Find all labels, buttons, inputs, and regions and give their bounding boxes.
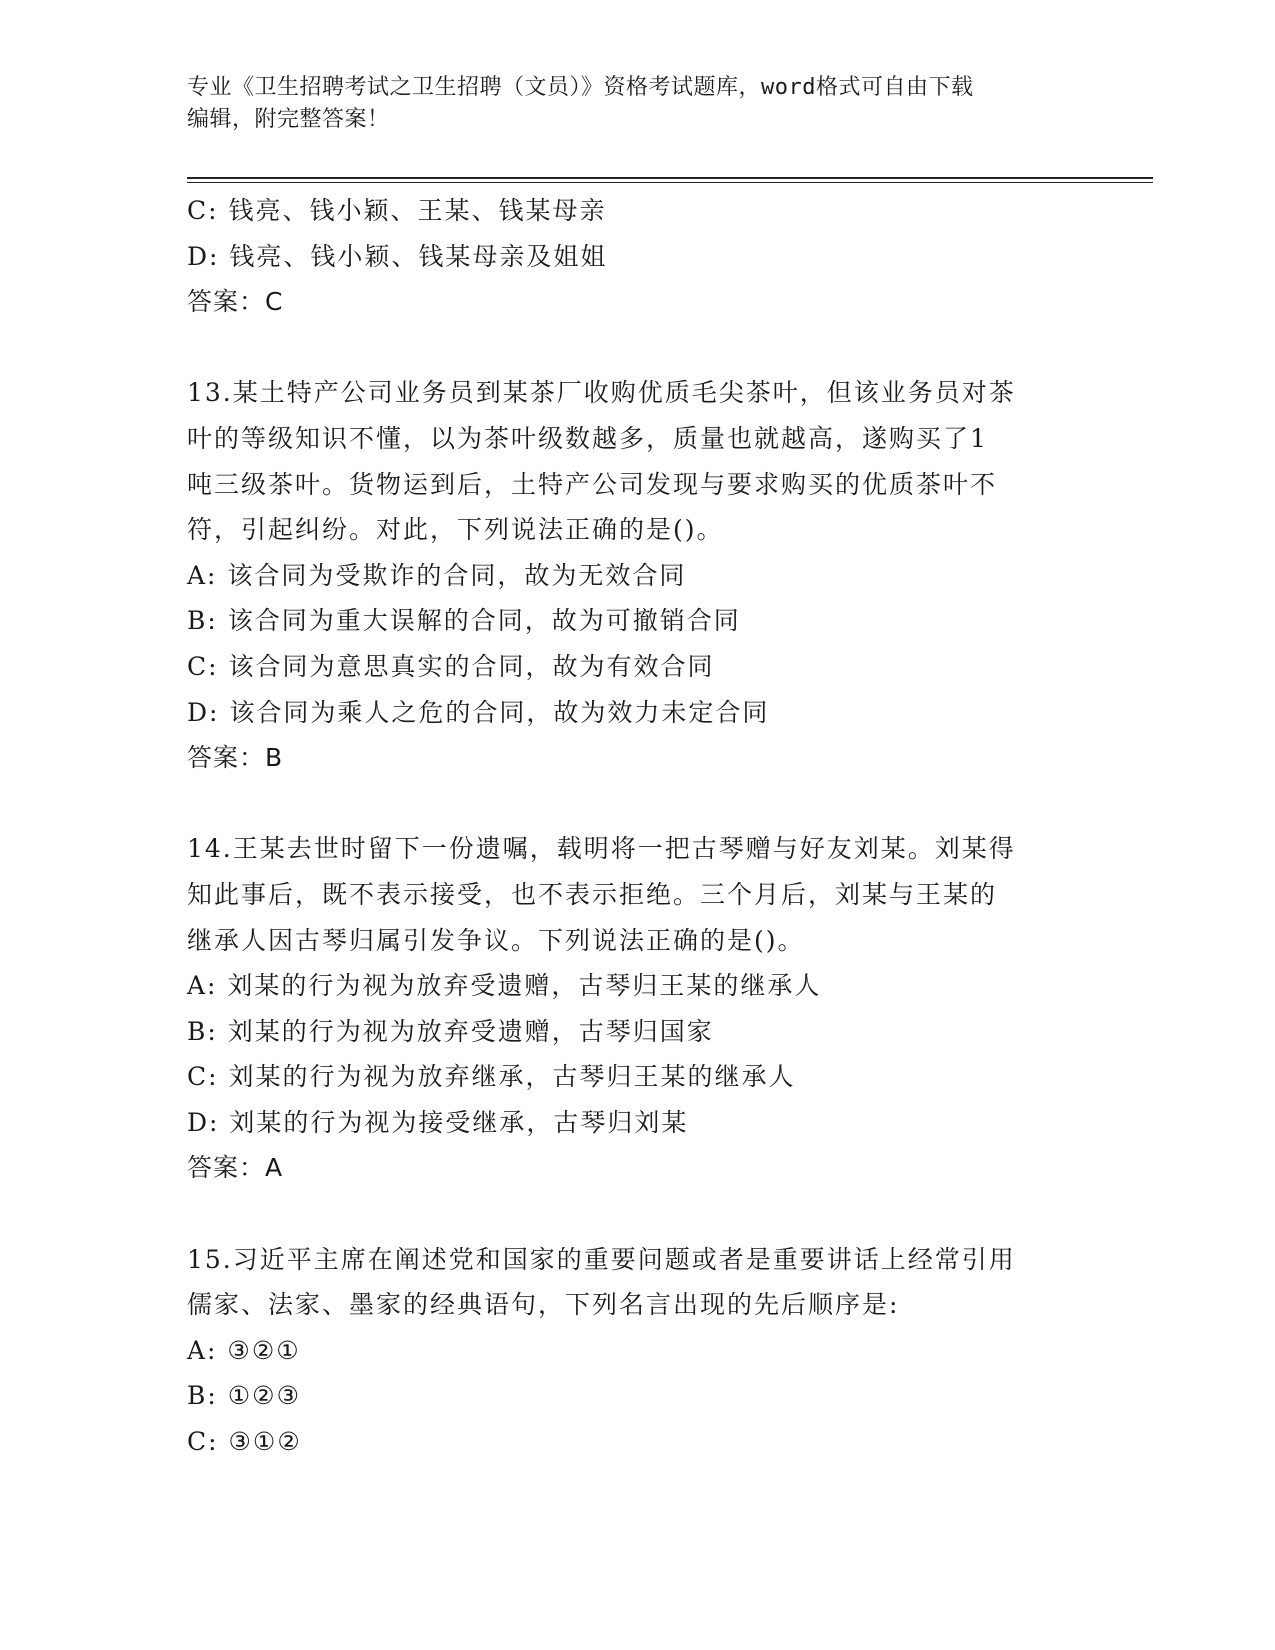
question-15	[187, 1237, 1087, 1465]
header-divider-thin	[187, 182, 1153, 183]
question-stem-line: 符，引起纠纷。对此，下列说法正确的是()。	[187, 515, 724, 545]
option-b: B: ①②③	[187, 1381, 301, 1411]
header-line-1: 专业《卫生招聘考试之卫生招聘（文员）》资格考试题库，word格式可自由下载	[187, 75, 974, 100]
option-a: A: 刘某的行为视为放弃受遗赠，古琴归王某的继承人	[187, 971, 822, 1001]
page-header	[187, 72, 1087, 136]
option-a: A: ③②①	[187, 1335, 301, 1365]
answer-line: 答案：B	[187, 743, 284, 773]
question-stem-line: 知此事后，既不表示接受，也不表示拒绝。三个月后，刘某与王某的	[187, 879, 998, 909]
option-c: C: ③①②	[187, 1427, 302, 1457]
spacer	[187, 325, 1087, 371]
question-stem-line: 13.某土特产公司业务员到某茶厂收购优质毛尖茶叶，但该业务员对茶	[187, 378, 1016, 408]
question-stem-line: 15.习近平主席在阐述党和国家的重要问题或者是重要讲话上经常引用	[187, 1244, 1016, 1274]
option-b: B: 该合同为重大误解的合同，故为可撤销合同	[187, 606, 741, 636]
question-stem-line: 14.王某去世时留下一份遗嘱，载明将一把古琴赠与好友刘某。刘某得	[187, 834, 1016, 864]
option-c: C: 刘某的行为视为放弃继承，古琴归王某的继承人	[187, 1062, 796, 1092]
spacer	[187, 1191, 1087, 1237]
question-stem-line: 吨三级茶叶。货物运到后，土特产公司发现与要求购买的优质茶叶不	[187, 469, 998, 499]
option-c: C: 该合同为意思真实的合同，故为有效合同	[187, 651, 715, 681]
question-stem-line: 儒家、法家、墨家的经典语句，下列名言出现的先后顺序是:	[187, 1290, 900, 1320]
option-d: D: 该合同为乘人之危的合同，故为效力未定合同	[187, 697, 770, 727]
answer-line: 答案：A	[187, 1153, 284, 1183]
question-stem-line: 叶的等级知识不懂，以为茶叶级数越多，质量也就越高，遂购买了1	[187, 423, 988, 453]
question-content	[187, 188, 1087, 1465]
header-line-2: 编辑，附完整答案！	[187, 107, 390, 132]
question-14	[187, 826, 1087, 1191]
spacer	[187, 781, 1087, 827]
option-b: B: 刘某的行为视为放弃受遗赠，古琴归国家	[187, 1016, 714, 1046]
question-13	[187, 370, 1087, 780]
question-12-tail	[187, 188, 1087, 325]
header-divider-thick	[187, 177, 1153, 179]
answer-line: 答案：C	[187, 287, 284, 317]
option-d: D: 刘某的行为视为接受继承，古琴归刘某	[187, 1107, 689, 1137]
option-d: D: 钱亮、钱小颖、钱某母亲及姐姐	[187, 241, 608, 271]
option-c: C: 钱亮、钱小颖、王某、钱某母亲	[187, 196, 607, 225]
option-a: A: 该合同为受欺诈的合同，故为无效合同	[187, 560, 687, 590]
question-stem-line: 继承人因古琴归属引发争议。下列说法正确的是()。	[187, 925, 805, 955]
